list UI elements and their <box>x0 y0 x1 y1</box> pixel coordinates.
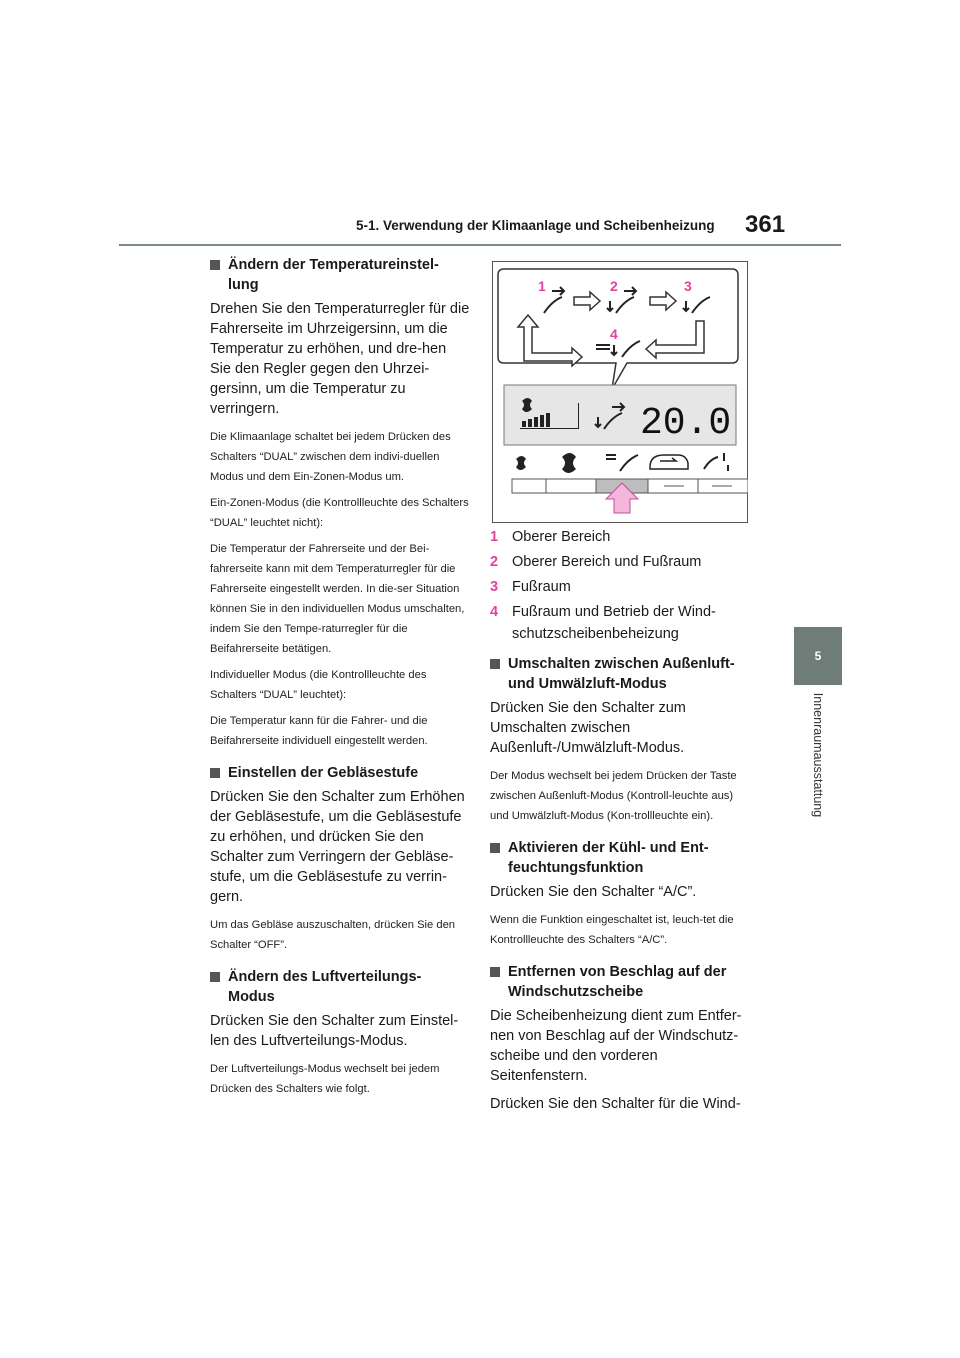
body-defog: Die Scheibenheizung dient zum Entfer-nen von Beschlag auf der Windschutz-scheibe und den vorderen Seitenfenstern. <box>490 1008 742 1084</box>
note-individual-mode: Individueller Modus (die Kontrollleuchte des Schalters “DUAL” leuchtet): <box>210 669 427 701</box>
note-air-distribution: Der Luftverteilungs-Modus wechselt bei jedem Drücken des Schalters wie folgt. <box>210 1063 440 1095</box>
body-fan-speed: Drücken Sie den Schalter zum Erhöhen der Gebläsestufe, um die Gebläsestufe zu erhöhen, und drücken Sie den Schalter zum Verringern der Gebläse-stufe, um die Gebläsestufe zu verrin-gern. <box>210 789 465 905</box>
legend-text: Fußraum <box>512 579 571 595</box>
legend-number: 2 <box>490 554 499 570</box>
body-air-distribution: Drücken Sie den Schalter zum Einstel-len des Luftverteilungs-Modus. <box>210 1013 459 1049</box>
legend-item <box>490 576 752 598</box>
chapter-tab <box>794 627 842 685</box>
ac-panel-figure <box>492 261 748 523</box>
note-individual-detail: Die Temperatur kann für die Fahrer- und die Beifahrerseite individuell eingestellt werden. <box>210 715 428 747</box>
note-dual-mode: Die Klimaanlage schaltet bei jedem Drücken des Schalters “DUAL” zwischen dem indivi-duellen Modus und dem Ein-Zonen-Modus um. <box>210 431 451 483</box>
legend-item <box>490 526 752 548</box>
section-title: 5-1. Verwendung der Klimaanlage und Scheibenheizung <box>356 218 715 233</box>
heading-ac: Aktivieren der Kühl- und Ent- feuchtungsfunktion <box>490 838 752 878</box>
chapter-number: 5 <box>814 649 822 663</box>
note-single-zone-detail: Die Temperatur der Fahrerseite und der Bei-fahrerseite kann mit dem Temperaturregler für die Fahrerseite eingestellt werden. In die-ser Situation können Sie in den individuellen Modus umschalten, indem Sie den Tempe-raturregler für die Beifahrerseite betätigen. <box>210 543 465 655</box>
body-temperature: Drehen Sie den Temperaturregler für die Fahrerseite im Uhrzeigersinn, um die Temperatur zu erhöhen, und dre-hen Sie den Regler gegen den Uhrzei-gersinn, um die Temperatur zu verringern. <box>210 301 470 417</box>
page-number: 361 <box>745 211 786 238</box>
heading-air-distribution: Ändern des Luftverteilungs- Modus <box>210 967 470 1007</box>
legend-number: 4 <box>490 604 499 620</box>
legend-text: Oberer Bereich und Fußraum <box>512 554 702 570</box>
heading-defog: Entfernen von Beschlag auf der Windschutzscheibe <box>490 962 752 1002</box>
mode-label-2: 2 <box>610 278 618 294</box>
body-recirculation: Drücken Sie den Schalter zum Umschalten zwischen Außenluft-/Umwälzluft-Modus. <box>490 700 686 756</box>
display-temperature: 20.0 <box>640 402 732 445</box>
note-recirculation: Der Modus wechselt bei jedem Drücken der Taste zwischen Außenluft-Modus (Kontroll-leuchte aus) und Umwälzluft-Modus (Kon-trollleuchte ein). <box>490 770 737 822</box>
body-ac: Drücken Sie den Schalter “A/C”. <box>490 884 697 900</box>
left-column <box>210 255 470 1105</box>
ac-panel-illustration <box>492 261 748 523</box>
chapter-label: Innenraumausstattung <box>811 692 825 818</box>
mode-label-4: 4 <box>610 326 618 342</box>
legend-number: 1 <box>490 529 499 545</box>
note-single-zone: Ein-Zonen-Modus (die Kontrollleuchte des Schalters “DUAL” leuchtet nicht): <box>210 497 469 529</box>
legend-list <box>490 526 752 645</box>
legend-number: 3 <box>490 579 499 595</box>
note-ac: Wenn die Funktion eingeschaltet ist, leuch-tet die Kontrollleuchte des Schalters “A/C”. <box>490 914 734 946</box>
mode-label-3: 3 <box>684 278 692 294</box>
header-rule <box>119 244 841 246</box>
heading-temperature: Ändern der Temperatureinstel- lung <box>210 255 470 295</box>
legend-item <box>490 551 752 573</box>
legend-text: Oberer Bereich <box>512 529 611 545</box>
right-column <box>490 526 752 1122</box>
legend-text: Fußraum und Betrieb der Wind- schutzscheibenbeheizung <box>512 604 716 642</box>
heading-fan-speed: Einstellen der Gebläsestufe <box>210 763 470 783</box>
mode-label-1: 1 <box>538 278 546 294</box>
legend-item <box>490 601 752 645</box>
body-defog-switch: Drücken Sie den Schalter für die Wind- <box>490 1096 741 1112</box>
heading-recirculation: Umschalten zwischen Außenluft- und Umwälzluft-Modus <box>490 654 752 694</box>
note-fan-off: Um das Gebläse auszuschalten, drücken Sie den Schalter “OFF”. <box>210 919 456 951</box>
